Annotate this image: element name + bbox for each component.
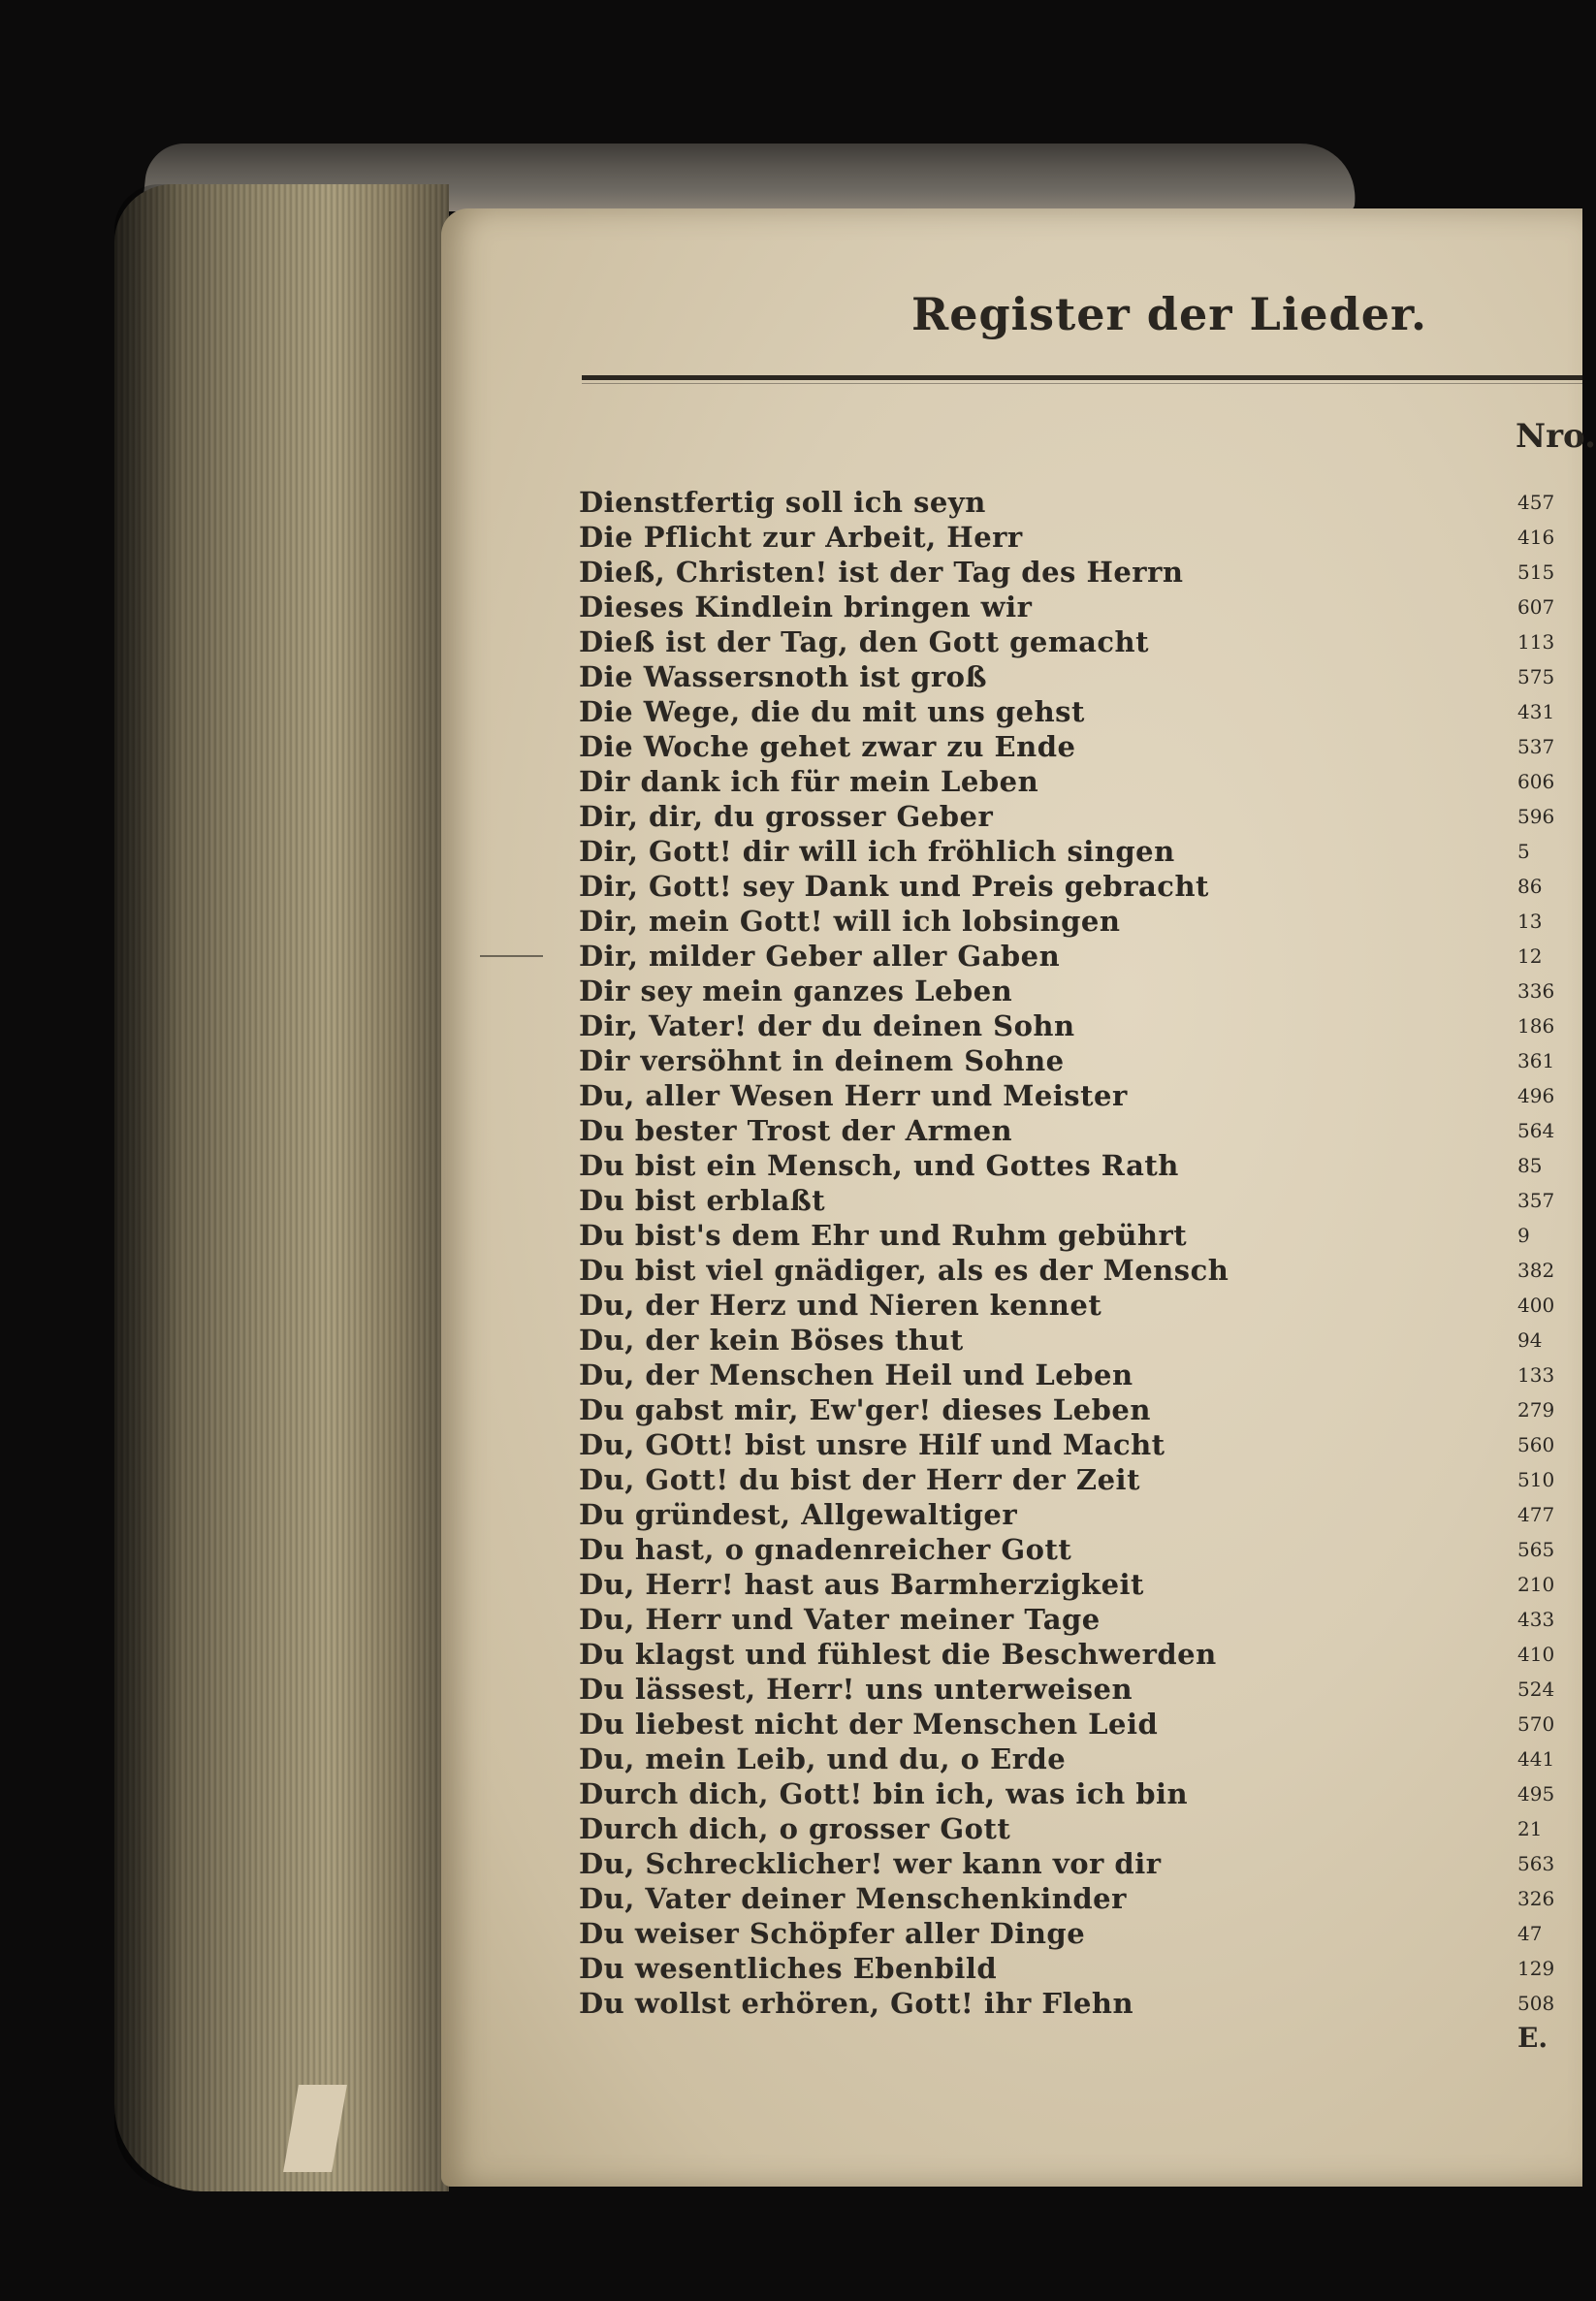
hymn-number: 575 (1517, 665, 1555, 688)
hymn-number: 85 (1517, 1154, 1543, 1177)
hymn-number: 441 (1517, 1747, 1555, 1771)
hymn-title: Du klagst und fühlest die Beschwerden (579, 1638, 1217, 1671)
hymn-title: Du, Vater deiner Menschenkinder (579, 1882, 1127, 1915)
hymn-number: 431 (1517, 700, 1555, 723)
hymn-number: 515 (1517, 560, 1555, 584)
hymn-title: Dieß ist der Tag, den Gott gemacht (579, 625, 1149, 658)
hymn-number: 13 (1517, 910, 1543, 933)
hymn-number: 94 (1517, 1328, 1543, 1352)
hymn-title: Durch dich, Gott! bin ich, was ich bin (579, 1777, 1189, 1810)
hymn-title: Du bist's dem Ehr und Ruhm gebührt (579, 1219, 1188, 1252)
hymn-title: Dir, milder Geber aller Gaben (579, 940, 1061, 973)
hymn-number: 606 (1517, 770, 1555, 793)
hymn-title: Du, Gott! du bist der Herr der Zeit (579, 1463, 1140, 1496)
hymn-number: 186 (1517, 1014, 1555, 1038)
hymn-number: 86 (1517, 875, 1543, 898)
hymn-title: Du, mein Leib, und du, o Erde (579, 1742, 1067, 1775)
hymn-number: 210 (1517, 1573, 1555, 1596)
hymn-title: Du, GOtt! bist unsre Hilf und Macht (579, 1428, 1165, 1461)
hymn-number: 361 (1517, 1049, 1555, 1072)
hymn-number: 326 (1517, 1887, 1555, 1910)
hymn-number: 560 (1517, 1433, 1555, 1456)
hymn-title: Du weiser Schöpfer aller Dinge (579, 1917, 1086, 1950)
header-rule-thin (582, 383, 1582, 384)
hymn-title: Die Wege, die du mit uns gehst (579, 695, 1085, 728)
hymn-title: Dir sey mein ganzes Leben (579, 975, 1013, 1007)
hymn-title: Dienstfertig soll ich seyn (579, 486, 986, 519)
hymn-number: 21 (1517, 1817, 1543, 1840)
hymn-title: Dir versöhnt in deinem Sohne (579, 1044, 1065, 1077)
number-column-label: Nro. (1516, 417, 1596, 456)
hymn-number: 570 (1517, 1712, 1555, 1736)
hymn-number: 607 (1517, 595, 1555, 619)
hymn-title: Dir dank ich für mein Leben (579, 765, 1039, 798)
hymn-title: Du, Schrecklicher! wer kann vor dir (579, 1847, 1162, 1880)
hymn-title-list (579, 485, 1452, 2021)
hymn-number: 537 (1517, 735, 1555, 758)
hymn-number: 382 (1517, 1259, 1555, 1282)
hymn-number: 510 (1517, 1468, 1555, 1491)
page-header: Register der Lieder. (911, 288, 1428, 340)
hymn-title: Du, Herr und Vater meiner Tage (579, 1603, 1101, 1636)
hymn-title: Du wollst erhören, Gott! ihr Flehn (579, 1987, 1134, 2020)
hymn-title: Dir, Gott! dir will ich fröhlich singen (579, 835, 1175, 868)
hymn-number: 564 (1517, 1119, 1555, 1142)
hymn-number: 357 (1517, 1189, 1555, 1212)
header-rule (582, 375, 1582, 380)
margin-dash-mark (480, 955, 543, 957)
hymn-number: 410 (1517, 1643, 1555, 1666)
hymn-number: 596 (1517, 805, 1555, 828)
hymn-title: Dieß, Christen! ist der Tag des Herrn (579, 556, 1184, 589)
hymn-title: Dir, mein Gott! will ich lobsingen (579, 905, 1121, 938)
hymn-number: 524 (1517, 1678, 1555, 1701)
hymn-number: 563 (1517, 1852, 1555, 1875)
hymn-title: Du hast, o gnadenreicher Gott (579, 1533, 1072, 1566)
hymn-number: 12 (1517, 944, 1543, 968)
hymn-number: 508 (1517, 1992, 1555, 2015)
hymn-number: 279 (1517, 1398, 1555, 1422)
hymn-title: Dir, Gott! sey Dank und Preis gebracht (579, 870, 1209, 903)
book-edge-shadow (114, 184, 182, 2191)
hymn-title: Die Wassersnoth ist groß (579, 660, 988, 693)
hymn-number: 129 (1517, 1957, 1555, 1980)
hymn-title: Du, der Herz und Nieren kennet (579, 1289, 1102, 1322)
hymn-number: 47 (1517, 1922, 1543, 1945)
hymn-number: 495 (1517, 1782, 1555, 1806)
hymn-title: Du bist erblaßt (579, 1184, 826, 1217)
hymn-title: Dieses Kindlein bringen wir (579, 591, 1033, 623)
hymn-title: Du gabst mir, Ew'ger! dieses Leben (579, 1393, 1151, 1426)
hymn-number: 133 (1517, 1363, 1555, 1387)
hymn-number: 416 (1517, 526, 1555, 549)
hymn-title: Du wesentliches Ebenbild (579, 1952, 998, 1985)
hymn-number: 477 (1517, 1503, 1555, 1526)
hymn-number: 113 (1517, 630, 1555, 654)
hymn-title: Durch dich, o grosser Gott (579, 1812, 1011, 1845)
hymn-title: Die Pflicht zur Arbeit, Herr (579, 521, 1023, 554)
hymn-number: 457 (1517, 491, 1555, 514)
hymn-number: 400 (1517, 1294, 1555, 1317)
hymn-title: Du bist ein Mensch, und Gottes Rath (579, 1149, 1179, 1182)
hymn-title: Du, aller Wesen Herr und Meister (579, 1079, 1128, 1112)
hymn-title: Du gründest, Allgewaltiger (579, 1498, 1018, 1531)
hymn-number: 9 (1517, 1224, 1530, 1247)
hymn-title: Du, der Menschen Heil und Leben (579, 1358, 1133, 1391)
hymn-number: 433 (1517, 1608, 1555, 1631)
hymn-number-list (1517, 485, 1582, 2056)
book-page (441, 208, 1596, 2187)
hymn-title: Du liebest nicht der Menschen Leid (579, 1708, 1159, 1741)
hymn-title: Du bester Trost der Armen (579, 1114, 1013, 1147)
hymn-number: 565 (1517, 1538, 1555, 1561)
catchword: E. (1517, 2022, 1548, 2054)
hymn-title: Du bist viel gnädiger, als es der Mensch (579, 1254, 1229, 1287)
hymn-number: 496 (1517, 1084, 1555, 1107)
hymn-title: Du lässest, Herr! uns unterweisen (579, 1673, 1133, 1706)
hymn-title: Dir, Vater! der du deinen Sohn (579, 1009, 1075, 1042)
hymn-number: 5 (1517, 840, 1530, 863)
hymn-number: 336 (1517, 979, 1555, 1003)
hymn-title: Du, der kein Böses thut (579, 1324, 964, 1357)
hymn-title: Die Woche gehet zwar zu Ende (579, 730, 1076, 763)
hymn-title: Dir, dir, du grosser Geber (579, 800, 994, 833)
hymn-title: Du, Herr! hast aus Barmherzigkeit (579, 1568, 1144, 1601)
